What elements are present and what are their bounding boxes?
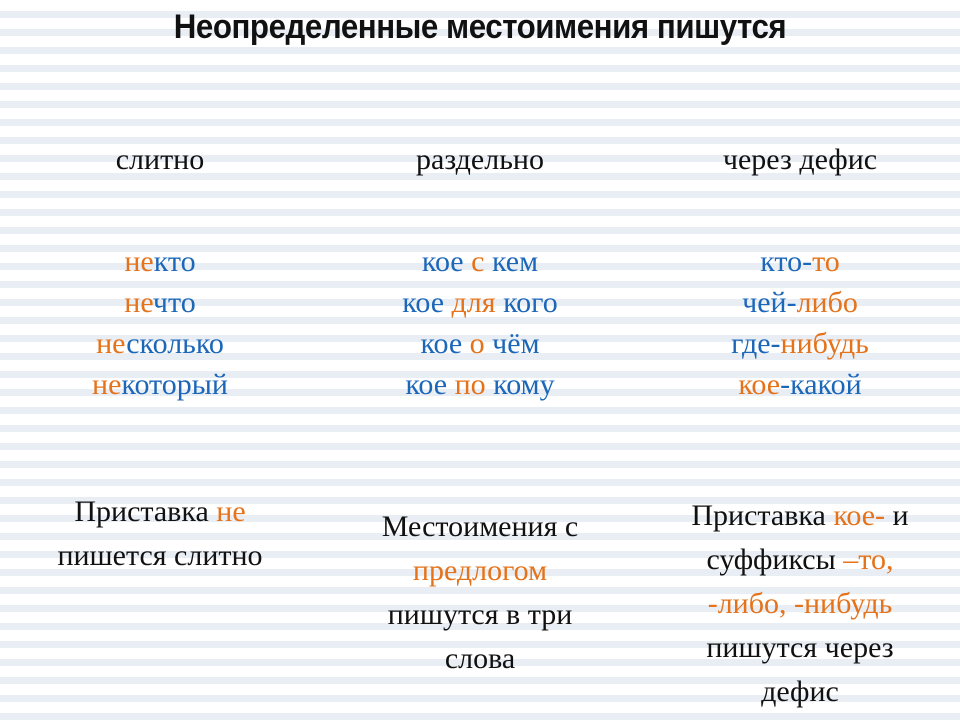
example-item: кто-то [760,245,840,278]
note-line: предлогом [412,554,548,587]
rule-note-separate [320,505,640,681]
column-header-hyphen: через дефис [722,143,878,176]
example-item: чей-либо [742,286,858,319]
rule-note-hyphen [645,494,955,714]
example-item: кое для кого [402,286,558,319]
examples-together [5,241,315,405]
examples-hyphen [645,241,955,405]
example-item: некоторый [92,368,228,401]
column-header-separate: раздельно [416,143,544,176]
note-line: слова [444,642,516,675]
note-line: Приставка не [74,495,246,528]
example-item: кое о чём [420,327,540,360]
slide-title: Неопределенные местоимения пишутся [173,8,787,46]
example-item: нечто [124,286,196,319]
note-line: Приставка кое- и [691,499,909,532]
example-item: несколько [96,327,224,360]
note-line: пишутся в три [387,598,573,631]
rule-note-together [5,490,315,578]
examples-separate [320,241,640,405]
note-line: суффиксы –то, [706,543,894,576]
note-line: Местоимения с [381,510,579,543]
example-item: кое по кому [405,368,555,401]
example-item: где-нибудь [731,327,869,360]
column-header-together: слитно [115,143,205,176]
note-line: дефис [761,675,839,708]
note-line: -либо, -нибудь [707,587,893,620]
note-line: пишутся через [706,631,894,664]
example-item: кое-какой [738,368,862,401]
example-item: некто [124,245,196,278]
note-line: пишется слитно [57,539,263,572]
example-item: кое с кем [421,245,539,278]
